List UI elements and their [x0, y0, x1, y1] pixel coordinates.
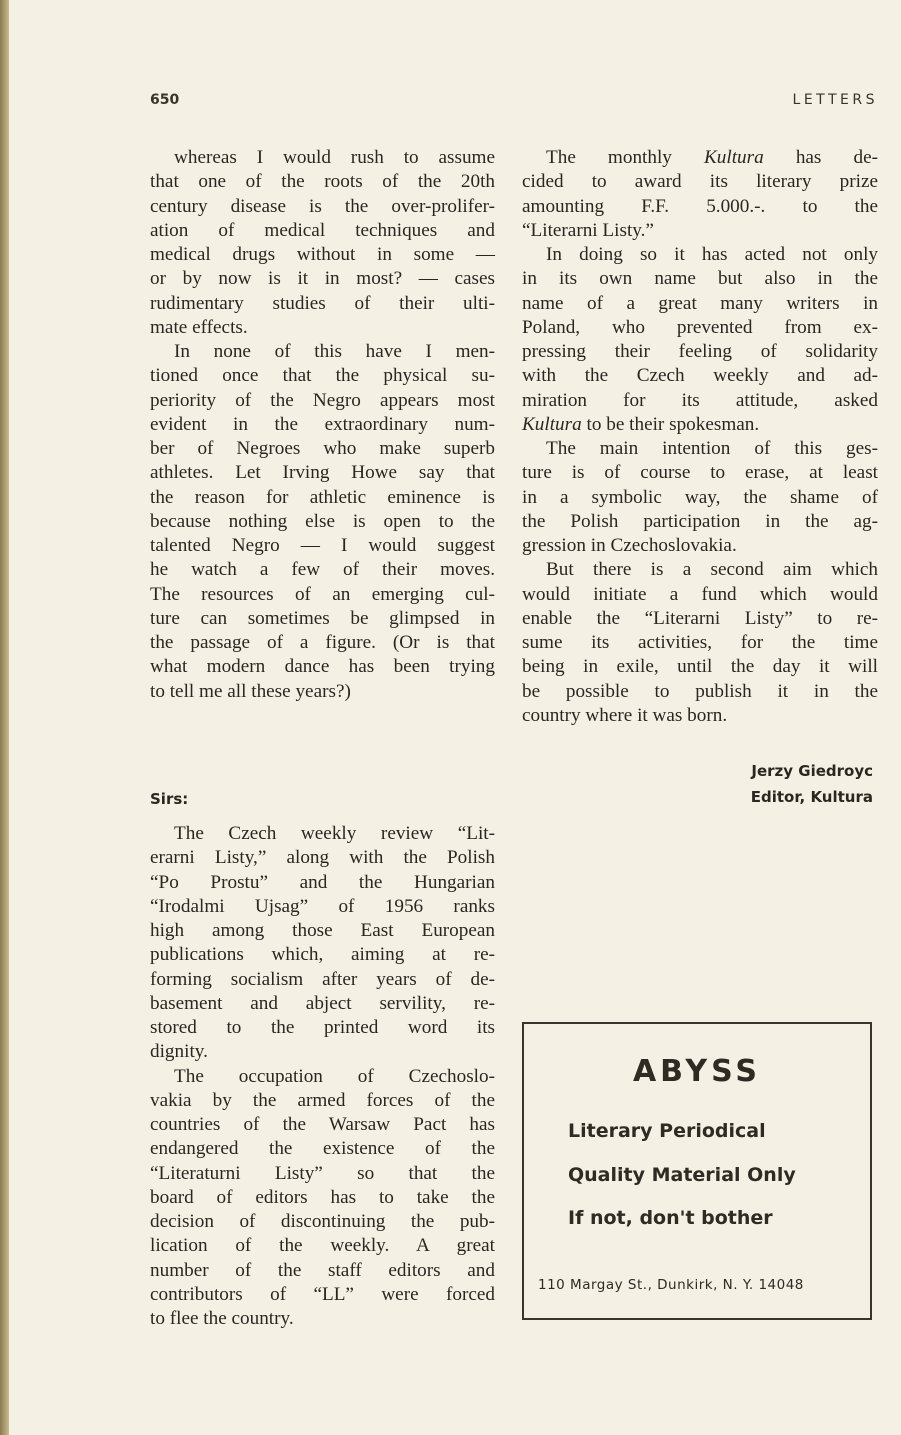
text-line: The monthly Kultura has de-	[546, 147, 878, 168]
abyss-advertisement	[522, 1022, 872, 1320]
text-line: to tell me all these years?)	[150, 680, 351, 702]
text-line: “Po Prostu” and the Hungarian	[150, 871, 495, 893]
paragraph	[150, 1065, 495, 1332]
paragraph	[150, 822, 495, 1065]
text-line: ture is of course to erase, at least	[522, 462, 878, 484]
page-number: 650	[150, 92, 180, 108]
text-line: or by now is it in most? — cases	[150, 268, 495, 290]
left-column-letter-end	[150, 146, 495, 704]
text-line: because nothing else is open to the	[150, 510, 495, 532]
kultura-letter-body-left	[150, 822, 495, 1331]
kultura-letter-body-right	[522, 146, 878, 728]
text-line: In doing so it has acted not only	[546, 244, 878, 265]
text-line: the Polish participation in the ag-	[522, 510, 878, 532]
text-line: in a symbolic way, the shame of	[522, 486, 878, 508]
paragraph	[522, 243, 878, 437]
text-line: contributors of “LL” were forced	[150, 1283, 495, 1305]
text-line: in its own name but also in the	[522, 268, 878, 290]
text-line: But there is a second aim which	[546, 559, 878, 581]
text-line: athletes. Let Irving Howe say that	[150, 462, 495, 484]
text-line: countries of the Warsaw Pact has	[150, 1114, 495, 1135]
text-line: sume its activities, for the time	[522, 632, 878, 653]
paragraph	[522, 558, 878, 728]
ad-line: Literary Periodical	[568, 1120, 766, 1142]
paragraph	[522, 437, 878, 558]
running-head: LETTERS	[792, 92, 878, 108]
text-line: medical drugs without in some —	[150, 244, 495, 265]
text-line: basement and abject servility, re-	[150, 992, 495, 1014]
text-line: pressing their feeling of solidarity	[522, 341, 878, 362]
text-line: The resources of an emerging cul-	[150, 583, 495, 605]
text-line: “Literarni Listy.”	[522, 219, 654, 241]
text-line: whereas I would rush to assume	[174, 147, 495, 168]
text-line: ture can sometimes be glimpsed in	[150, 607, 495, 629]
text-line: Poland, who prevented from ex-	[522, 316, 878, 338]
text-line: The occupation of Czechoslo-	[174, 1065, 495, 1087]
text-line: vakia by the armed forces of the	[150, 1089, 495, 1111]
text-line: erarni Listy,” along with the Polish	[150, 847, 495, 869]
text-line: gression in Czechoslovakia.	[522, 535, 737, 556]
text-line: name of a great many writers in	[522, 292, 878, 314]
page-binding-edge	[0, 0, 9, 1435]
paragraph	[522, 146, 878, 243]
text-line: “Literaturni Listy” so that the	[150, 1162, 495, 1184]
text-line: country where it was born.	[522, 704, 728, 726]
text-line: periority of the Negro appears most	[150, 389, 495, 411]
text-line: lication of the weekly. A great	[150, 1235, 495, 1257]
text-line: cided to award its literary prize	[522, 171, 878, 193]
text-line: endangered the existence of the	[150, 1138, 495, 1160]
signature-name: Jerzy Giedroyc	[751, 762, 873, 780]
ad-line: If not, don't bother	[568, 1207, 773, 1229]
text-line: century disease is the over-prolifer-	[150, 195, 495, 217]
text-line: dignity.	[150, 1041, 208, 1063]
text-line: high among those East European	[150, 920, 495, 941]
text-line: forming socialism after years of de-	[150, 968, 495, 990]
ad-line: Quality Material Only	[568, 1164, 796, 1186]
text-line: be possible to publish it in the	[522, 680, 878, 702]
text-line: the passage of a figure. (Or is that	[150, 632, 495, 653]
text-line: amounting F.F. 5.000.-. to the	[522, 195, 878, 217]
text-line: to flee the country.	[150, 1308, 294, 1329]
text-line: rudimentary studies of their ulti-	[150, 292, 495, 314]
text-line: enable the “Literarni Listy” to re-	[522, 607, 878, 629]
text-line: “Irodalmi Ujsag” of 1956 ranks	[150, 895, 495, 917]
text-line: number of the staff editors and	[150, 1259, 495, 1281]
text-line: In none of this have I men-	[174, 341, 495, 362]
text-line: The main intention of this ges-	[546, 438, 878, 459]
text-line: ber of Negroes who make superb	[150, 438, 495, 459]
paragraph	[150, 340, 495, 704]
text-line: miration for its attitude, asked	[522, 389, 878, 411]
text-line: Kultura to be their spokesman.	[522, 413, 760, 435]
text-line: ation of medical techniques and	[150, 219, 495, 241]
text-line: would initiate a fund which would	[522, 583, 878, 605]
text-line: that one of the roots of the 20th	[150, 171, 495, 193]
text-line: stored to the printed word its	[150, 1017, 495, 1038]
text-line: he watch a few of their moves.	[150, 559, 495, 581]
text-line: tioned once that the physical su-	[150, 365, 495, 387]
text-line: board of editors has to take the	[150, 1186, 495, 1208]
text-line: the reason for athletic eminence is	[150, 486, 495, 508]
letter-salutation: Sirs:	[150, 790, 189, 808]
ad-title: ABYSS	[632, 1054, 762, 1089]
text-line: talented Negro — I would suggest	[150, 535, 495, 556]
text-line: what modern dance has been trying	[150, 656, 495, 678]
signature-title: Editor, Kultura	[750, 788, 873, 806]
text-line: publications which, aiming at re-	[150, 944, 495, 966]
text-line: being in exile, until the day it will	[522, 656, 878, 678]
text-line: evident in the extraordinary num-	[150, 413, 495, 435]
text-line: with the Czech weekly and ad-	[522, 365, 878, 387]
paragraph	[150, 146, 495, 340]
text-line: The Czech weekly review “Lit-	[174, 823, 495, 844]
ad-address: 110 Margay St., Dunkirk, N. Y. 14048	[538, 1277, 804, 1293]
text-line: mate effects.	[150, 316, 248, 338]
text-line: decision of discontinuing the pub-	[150, 1211, 495, 1232]
